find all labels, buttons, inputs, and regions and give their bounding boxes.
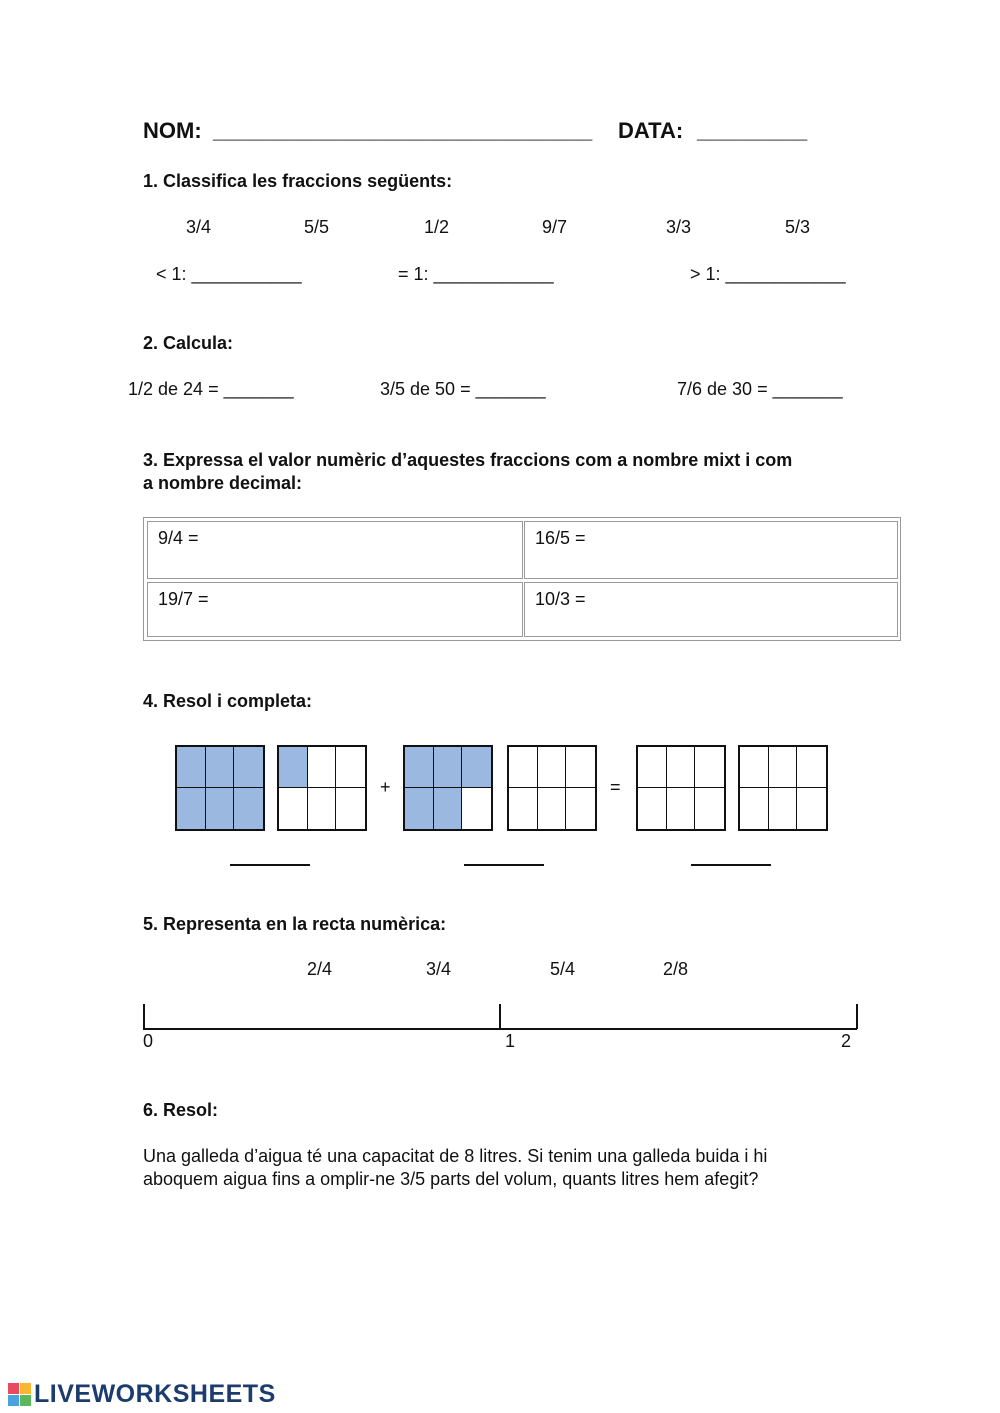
q1-fraction: 3/3 [666, 217, 692, 237]
q1-fraction: 5/3 [785, 217, 811, 237]
logo-text: LIVEWORKSHEETS [34, 1380, 276, 1408]
grid-cell[interactable] [336, 747, 365, 788]
q3-cell[interactable]: 16/5 = [524, 521, 898, 579]
grid-cell-shaded[interactable] [462, 747, 491, 788]
number-line-tick [856, 1004, 858, 1029]
q2-item[interactable]: 1/2 de 24 = _______ [128, 379, 294, 399]
q3-title-line2: a nombre decimal: [143, 473, 303, 493]
q5-fraction[interactable]: 2/8 [663, 959, 689, 979]
q1-fraction: 5/5 [304, 217, 330, 237]
grid-cell-shaded[interactable] [206, 747, 235, 788]
q2-item[interactable]: 3/5 de 50 = _______ [380, 379, 546, 399]
grid-cell-shaded[interactable] [177, 747, 206, 788]
q1-equal-one[interactable]: = 1: ____________ [398, 264, 554, 284]
q2-item[interactable]: 7/6 de 30 = _______ [677, 379, 843, 399]
grid-cell[interactable] [509, 788, 538, 829]
grid-cell-shaded[interactable] [234, 788, 263, 829]
grid-cell[interactable] [769, 788, 798, 829]
grid-cell[interactable] [538, 747, 567, 788]
grid-cell[interactable] [308, 747, 337, 788]
grid-cell[interactable] [740, 747, 769, 788]
fraction-grid [636, 745, 726, 831]
grid-cell-shaded[interactable] [177, 788, 206, 829]
q5-fraction[interactable]: 3/4 [426, 959, 452, 979]
grid-cell[interactable] [566, 747, 595, 788]
grid-cell[interactable] [538, 788, 567, 829]
grid-cell[interactable] [695, 788, 724, 829]
grid-cell[interactable] [740, 788, 769, 829]
q6-text: Una galleda d’aigua té una capacitat de 8 litres. Si tenim una galleda buida i hi [143, 1146, 768, 1166]
q5-fraction[interactable]: 2/4 [307, 959, 333, 979]
grid-cell-shaded[interactable] [405, 747, 434, 788]
number-line-label: 2 [841, 1031, 852, 1051]
nom-field[interactable]: _______________________________ [213, 118, 593, 143]
q1-title: 1. Classifica les fraccions següents: [143, 171, 453, 191]
grid-cell[interactable] [566, 788, 595, 829]
q4-title: 4. Resol i completa: [143, 691, 313, 711]
q3-table [143, 517, 901, 641]
logo-square [8, 1395, 19, 1406]
logo-squares-icon [8, 1383, 31, 1406]
q1-less-than-one[interactable]: < 1: ___________ [156, 264, 302, 284]
fraction-grid [277, 745, 367, 831]
grid-cell-shaded[interactable] [206, 788, 235, 829]
fraction-grid [175, 745, 265, 831]
grid-cell[interactable] [695, 747, 724, 788]
q3-cell[interactable]: 10/3 = [524, 582, 898, 637]
grid-cell[interactable] [638, 747, 667, 788]
logo-square [8, 1383, 19, 1394]
data-field[interactable]: _________ [697, 118, 808, 143]
q3-cell[interactable]: 9/4 = [147, 521, 523, 579]
data-label: DATA: [618, 118, 684, 143]
equals-sign: = [610, 777, 621, 797]
grid-cell[interactable] [336, 788, 365, 829]
q5-fraction[interactable]: 5/4 [550, 959, 576, 979]
logo-square [20, 1395, 31, 1406]
q1-fraction: 9/7 [542, 217, 568, 237]
q4-answer-line[interactable] [464, 864, 544, 866]
fraction-grid [738, 745, 828, 831]
grid-cell-shaded[interactable] [279, 747, 308, 788]
number-line-label: 1 [505, 1031, 516, 1051]
number-line-label: 0 [143, 1031, 154, 1051]
q4-answer-line[interactable] [230, 864, 310, 866]
grid-cell[interactable] [462, 788, 491, 829]
q3-cell[interactable]: 19/7 = [147, 582, 523, 637]
q6-text-line2: aboquem aigua fins a omplir-ne 3/5 parts del volum, quants litres hem afegit? [143, 1169, 759, 1189]
nom-label: NOM: [143, 118, 202, 143]
grid-cell[interactable] [667, 747, 696, 788]
number-line-tick [143, 1004, 145, 1029]
q1-fraction: 3/4 [186, 217, 212, 237]
liveworksheets-logo [8, 1380, 276, 1409]
grid-cell[interactable] [308, 788, 337, 829]
grid-cell[interactable] [797, 747, 826, 788]
logo-square [20, 1383, 31, 1394]
fraction-grid [507, 745, 597, 831]
grid-cell-shaded[interactable] [405, 788, 434, 829]
grid-cell[interactable] [769, 747, 798, 788]
plus-sign: + [380, 777, 391, 797]
q1-fraction: 1/2 [424, 217, 450, 237]
grid-cell[interactable] [797, 788, 826, 829]
grid-cell-shaded[interactable] [434, 747, 463, 788]
q4-answer-line[interactable] [691, 864, 771, 866]
q1-greater-than-one[interactable]: > 1: ____________ [690, 264, 846, 284]
q3-title: 3. Expressa el valor numèric d’aquestes fraccions com a nombre mixt i com [143, 450, 793, 470]
grid-cell[interactable] [667, 788, 696, 829]
q6-title: 6. Resol: [143, 1100, 219, 1120]
grid-cell[interactable] [638, 788, 667, 829]
fraction-grid [403, 745, 493, 831]
grid-cell-shaded[interactable] [234, 747, 263, 788]
number-line-tick [499, 1004, 501, 1029]
q2-title: 2. Calcula: [143, 333, 234, 353]
grid-cell[interactable] [279, 788, 308, 829]
q5-title: 5. Representa en la recta numèrica: [143, 914, 447, 934]
grid-cell[interactable] [509, 747, 538, 788]
grid-cell-shaded[interactable] [434, 788, 463, 829]
